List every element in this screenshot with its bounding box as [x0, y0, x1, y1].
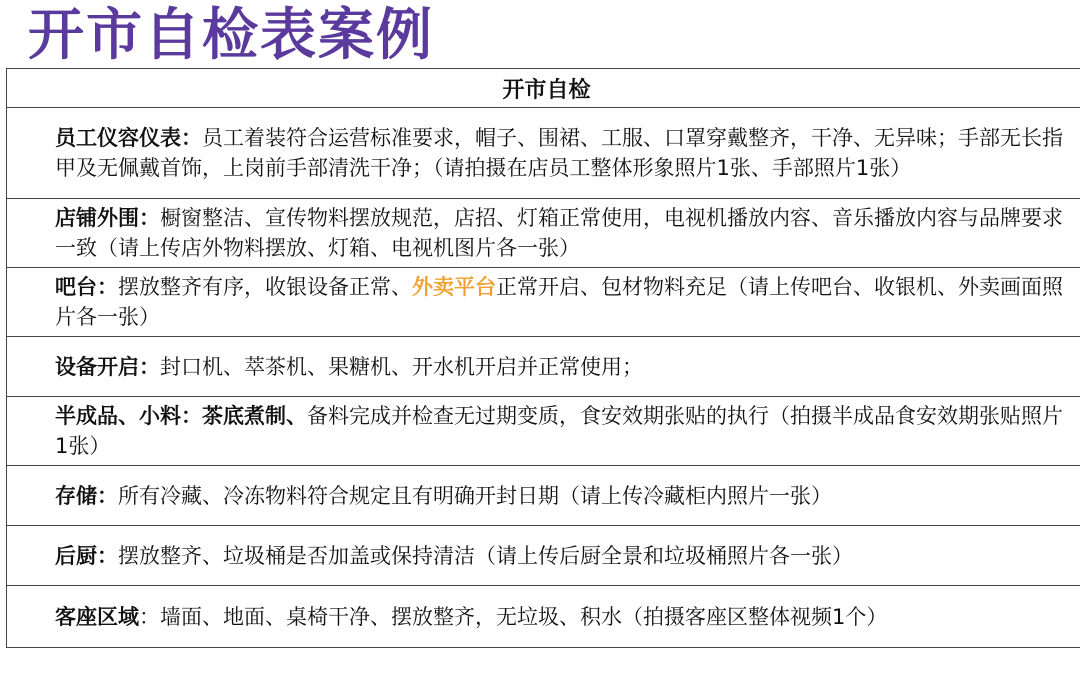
row-text: 员工着装符合运营标准要求，帽子、围裙、工服、口罩穿戴整齐，干净、无异味；手部无长指甲及无佩戴首饰，上岗前手部清洗干净；（请拍摄在店员工整体形象照片1张、手部照片1张）: [55, 126, 1063, 180]
row-cell-storage: [7, 466, 1080, 526]
row-cell-equipment: [7, 337, 1080, 397]
row-text: ：墙面、地面、桌椅干净、摆放整齐，无垃圾、积水（拍摄客座区整体视频1个）: [139, 604, 888, 629]
checklist-table: [6, 68, 1080, 648]
row-text: 所有冷藏、冷冻物料符合规定且有明确开封日期（请上传冷藏柜内照片一张）: [118, 483, 832, 508]
row-cell-store-exterior: [7, 199, 1080, 268]
table-header-row: [7, 69, 1080, 108]
row-text-before: 摆放整齐有序，收银设备正常、: [118, 275, 412, 299]
row-text: 摆放整齐、垃圾桶是否加盖或保持清洁（请上传后厨全景和垃圾桶照片各一张）: [118, 543, 853, 568]
table-row: [7, 586, 1080, 648]
table-row: [7, 526, 1080, 586]
row-label: 半成品、小料：: [55, 404, 202, 428]
row-label: 存储：: [55, 483, 118, 508]
row-highlight: 外卖平台: [412, 275, 496, 299]
table-row: [7, 397, 1080, 466]
row-text-after: 正常开启、包材物料充足（请上传吧台、收银机、外卖画面照片各一张）: [55, 275, 1063, 329]
row-cell-bar-counter: [7, 268, 1080, 337]
row-cell-kitchen: [7, 526, 1080, 586]
row-label: 店铺外围：: [55, 206, 160, 230]
table-row: [7, 466, 1080, 526]
row-text: 封口机、萃茶机、果糖机、开水机开启并正常使用；: [160, 354, 643, 379]
row-label: 设备开启：: [55, 354, 160, 379]
row-cell-seating-area: [7, 586, 1080, 648]
table-row: [7, 108, 1080, 199]
row-label: 员工仪容仪表：: [55, 126, 202, 150]
table-row: [7, 337, 1080, 397]
row-text: 橱窗整洁、宣传物料摆放规范，店招、灯箱正常使用，电视机播放内容、音乐播放内容与品牌要求一致（请上传店外物料摆放、灯箱、电视机图片各一张）: [55, 206, 1063, 260]
row-label-extra: 茶底煮制、: [202, 404, 307, 428]
row-label: 后厨：: [55, 543, 118, 568]
row-label: 客座区域: [55, 604, 139, 629]
table-row: [7, 268, 1080, 337]
row-text: 备料完成并检查无过期变质，食安效期张贴的执行（拍摄半成品食安效期张贴照片1张）: [55, 404, 1063, 458]
row-label: 吧台：: [55, 275, 118, 299]
table-row: [7, 199, 1080, 268]
row-cell-semi-finished: [7, 397, 1080, 466]
table-header: 开市自检: [7, 69, 1080, 108]
page-title: 开市自检表案例: [28, 3, 434, 68]
row-cell-staff-appearance: [7, 108, 1080, 199]
